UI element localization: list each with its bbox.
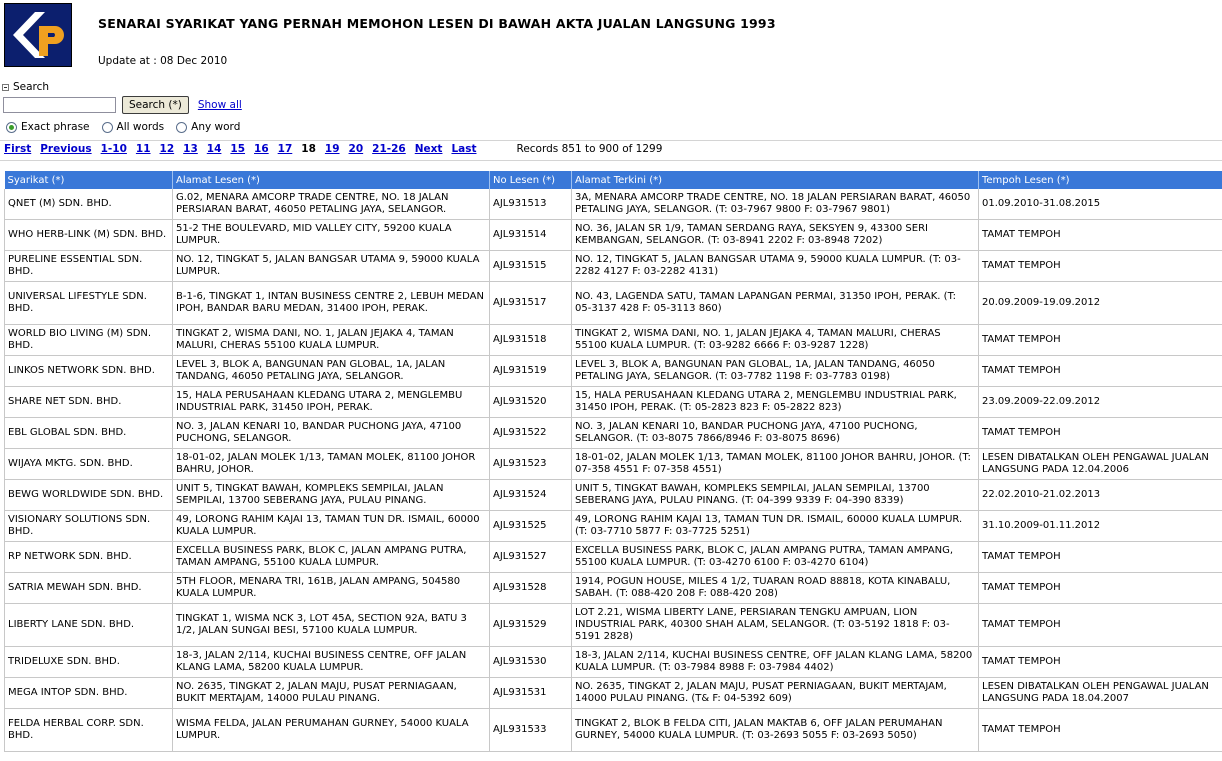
cell-no-lesen: AJL931527 <box>490 541 572 572</box>
cell-syarikat: QNET (M) SDN. BHD. <box>5 189 173 219</box>
cell-tempoh-lesen: 31.10.2009-01.11.2012 <box>979 510 1222 541</box>
column-header-alamat-lesen[interactable]: Alamat Lesen (*) <box>173 171 490 189</box>
column-header-syarikat[interactable]: Syarikat (*) <box>5 171 173 189</box>
table-row <box>5 189 1222 219</box>
radio-any-word[interactable]: Any word <box>176 121 240 133</box>
radio-all-words[interactable]: All words <box>102 121 165 133</box>
search-input[interactable] <box>3 97 116 113</box>
pager-previous[interactable]: Previous <box>40 143 92 155</box>
cell-syarikat: WORLD BIO LIVING (M) SDN. BHD. <box>5 324 173 355</box>
table-row <box>5 281 1222 324</box>
cell-alamat-terkini: 18-3, JALAN 2/114, KUCHAI BUSINESS CENTRE, OFF JALAN KLANG LAMA, 58200 KUALA LUMPUR. (T: 03-7984 8988 F: 03-7984 4402) <box>572 646 979 677</box>
radio-unchecked-icon[interactable] <box>102 122 113 133</box>
table-row <box>5 386 1222 417</box>
cell-no-lesen: AJL931523 <box>490 448 572 479</box>
cell-no-lesen: AJL931525 <box>490 510 572 541</box>
pager-first[interactable]: First <box>4 143 32 155</box>
cell-alamat-terkini: NO. 43, LAGENDA SATU, TAMAN LAPANGAN PERMAI, 31350 IPOH, PERAK. (T: 05-3137 428 F: 05-3113 860) <box>572 281 979 324</box>
table-row <box>5 219 1222 250</box>
cell-alamat-lesen: EXCELLA BUSINESS PARK, BLOK C, JALAN AMPANG PUTRA, TAMAN AMPANG, 55100 KUALA LUMPUR. <box>173 541 490 572</box>
table-row <box>5 541 1222 572</box>
table-row <box>5 510 1222 541</box>
divider <box>0 160 1222 161</box>
cell-alamat-terkini: 15, HALA PERUSAHAAN KLEDANG UTARA 2, MENGLEMBU INDUSTRIAL PARK, 31450 IPOH, PERAK. (T: 05-2823 823 F: 05-2822 823) <box>572 386 979 417</box>
cell-alamat-lesen: B-1-6, TINGKAT 1, INTAN BUSINESS CENTRE 2, LEBUH MEDAN IPOH, BANDAR BARU MEDAN, 31400 IPOH, PERAK. <box>173 281 490 324</box>
search-section-header[interactable] <box>2 81 49 93</box>
cell-alamat-terkini: NO. 2635, TINGKAT 2, JALAN MAJU, PUSAT PERNIAGAAN, BUKIT MERTAJAM, 14000 PULAU PINANG. (T& F: 04-5392 609) <box>572 677 979 708</box>
search-heading: Search <box>13 81 50 93</box>
cell-alamat-lesen: 15, HALA PERUSAHAAN KLEDANG UTARA 2, MENGLEMBU INDUSTRIAL PARK, 31450 IPOH, PERAK. <box>173 386 490 417</box>
cell-no-lesen: AJL931514 <box>490 219 572 250</box>
cell-tempoh-lesen: TAMAT TEMPOH <box>979 541 1222 572</box>
logo-emblem-icon <box>5 4 71 66</box>
cell-syarikat: LIBERTY LANE SDN. BHD. <box>5 603 173 646</box>
pager-current-page: 18 <box>301 143 316 155</box>
cell-alamat-terkini: UNIT 5, TINGKAT BAWAH, KOMPLEKS SEMPILAI, JALAN SEMPILAI, 13700 SEBERANG JAYA, PULAU PINANG. (T: 04-399 9339 F: 04-390 8339) <box>572 479 979 510</box>
cell-alamat-lesen: 18-01-02, JALAN MOLEK 1/13, TAMAN MOLEK, 81100 JOHOR BAHRU, JOHOR. <box>173 448 490 479</box>
cell-syarikat: SATRIA MEWAH SDN. BHD. <box>5 572 173 603</box>
column-header-tempoh-lesen[interactable]: Tempoh Lesen (*) <box>979 171 1222 189</box>
table-header-row <box>5 171 1222 189</box>
cell-alamat-lesen: NO. 12, TINGKAT 5, JALAN BANGSAR UTAMA 9, 59000 KUALA LUMPUR. <box>173 250 490 281</box>
cell-no-lesen: AJL931531 <box>490 677 572 708</box>
pager-page[interactable]: 16 <box>254 143 269 155</box>
table-row <box>5 603 1222 646</box>
cell-syarikat: MEGA INTOP SDN. BHD. <box>5 677 173 708</box>
cell-alamat-lesen: TINGKAT 1, WISMA NCK 3, LOT 45A, SECTION 92A, BATU 3 1/2, JALAN SUNGAI BESI, 57100 KUALA LUMPUR. <box>173 603 490 646</box>
cell-alamat-lesen: NO. 3, JALAN KENARI 10, BANDAR PUCHONG JAYA, 47100 PUCHONG, SELANGOR. <box>173 417 490 448</box>
cell-syarikat: TRIDELUXE SDN. BHD. <box>5 646 173 677</box>
table-row <box>5 646 1222 677</box>
radio-exact-phrase[interactable]: Exact phrase <box>6 121 90 133</box>
cell-syarikat: SHARE NET SDN. BHD. <box>5 386 173 417</box>
cell-syarikat: LINKOS NETWORK SDN. BHD. <box>5 355 173 386</box>
table-row <box>5 324 1222 355</box>
cell-tempoh-lesen: TAMAT TEMPOH <box>979 219 1222 250</box>
pager-next[interactable]: Next <box>414 143 443 155</box>
divider <box>0 140 1222 141</box>
cell-alamat-lesen: 18-3, JALAN 2/114, KUCHAI BUSINESS CENTRE, OFF JALAN KLANG LAMA, 58200 KUALA LUMPUR. <box>173 646 490 677</box>
cell-tempoh-lesen: TAMAT TEMPOH <box>979 324 1222 355</box>
search-button[interactable]: Search (*) <box>122 96 189 114</box>
cell-alamat-lesen: LEVEL 3, BLOK A, BANGUNAN PAN GLOBAL, 1A, JALAN TANDANG, 46050 PETALING JAYA, SELANGOR. <box>173 355 490 386</box>
pager-page[interactable]: 14 <box>206 143 222 155</box>
cell-alamat-lesen: G.02, MENARA AMCORP TRADE CENTRE, NO. 18 JALAN PERSIARAN BARAT, 46050 PETALING JAYA, SELANGOR. <box>173 189 490 219</box>
table-row <box>5 479 1222 510</box>
column-header-alamat-terkini[interactable]: Alamat Terkini (*) <box>572 171 979 189</box>
cell-no-lesen: AJL931517 <box>490 281 572 324</box>
cell-tempoh-lesen: 22.02.2010-21.02.2013 <box>979 479 1222 510</box>
pager-page[interactable]: 19 <box>324 143 340 155</box>
search-bar <box>3 96 242 114</box>
pager-page[interactable]: 15 <box>230 143 246 155</box>
cell-syarikat: RP NETWORK SDN. BHD. <box>5 541 173 572</box>
radio-checked-icon[interactable] <box>6 122 17 133</box>
cell-alamat-lesen: 49, LORONG RAHIM KAJAI 13, TAMAN TUN DR. ISMAIL, 60000 KUALA LUMPUR. <box>173 510 490 541</box>
records-count: Records 851 to 900 of 1299 <box>516 143 663 155</box>
table-row <box>5 572 1222 603</box>
cell-alamat-terkini: 18-01-02, JALAN MOLEK 1/13, TAMAN MOLEK, 81100 JOHOR BAHRU, JOHOR. (T: 07-358 4551 F: 07-358 4551) <box>572 448 979 479</box>
radio-unchecked-icon[interactable] <box>176 122 187 133</box>
pager-page[interactable]: 20 <box>348 143 364 155</box>
cell-tempoh-lesen: LESEN DIBATALKAN OLEH PENGAWAL JUALAN LANGSUNG PADA 18.04.2007 <box>979 677 1222 708</box>
cell-syarikat: BEWG WORLDWIDE SDN. BHD. <box>5 479 173 510</box>
cell-no-lesen: AJL931528 <box>490 572 572 603</box>
pager-page[interactable]: 17 <box>277 143 293 155</box>
cell-syarikat: EBL GLOBAL SDN. BHD. <box>5 417 173 448</box>
table-row <box>5 417 1222 448</box>
cell-alamat-terkini: 1914, POGUN HOUSE, MILES 4 1/2, TUARAN ROAD 88818, KOTA KINABALU, SABAH. (T: 088-420 208 F: 088-420 208) <box>572 572 979 603</box>
cell-alamat-terkini: TINGKAT 2, WISMA DANI, NO. 1, JALAN JEJAKA 4, TAMAN MALURI, CHERAS 55100 KUALA LUMPUR. (T: 03-9282 6666 F: 03-9287 1228) <box>572 324 979 355</box>
pager-page[interactable]: 11 <box>135 143 151 155</box>
cell-alamat-terkini: LEVEL 3, BLOK A, BANGUNAN PAN GLOBAL, 1A, JALAN TANDANG, 46050 PETALING JAYA, SELANGOR. (T: 03-7782 1198 F: 03-7783 0198) <box>572 355 979 386</box>
pager-last[interactable]: Last <box>451 143 477 155</box>
table-body <box>5 189 1222 751</box>
cell-tempoh-lesen: 20.09.2009-19.09.2012 <box>979 281 1222 324</box>
collapse-icon[interactable] <box>2 84 9 91</box>
cell-syarikat: PURELINE ESSENTIAL SDN. BHD. <box>5 250 173 281</box>
cell-tempoh-lesen: TAMAT TEMPOH <box>979 572 1222 603</box>
cell-alamat-terkini: TINGKAT 2, BLOK B FELDA CITI, JALAN MAKTAB 6, OFF JALAN PERUMAHAN GURNEY, 54000 KUALA LUMPUR. (T: 03-2693 5055 F: 03-2693 5050) <box>572 708 979 751</box>
pager-range-next[interactable]: 21-26 <box>372 143 406 155</box>
cell-tempoh-lesen: TAMAT TEMPOH <box>979 355 1222 386</box>
cell-syarikat: VISIONARY SOLUTIONS SDN. BHD. <box>5 510 173 541</box>
cell-alamat-lesen: TINGKAT 2, WISMA DANI, NO. 1, JALAN JEJAKA 4, TAMAN MALURI, CHERAS 55100 KUALA LUMPUR. <box>173 324 490 355</box>
pager-page[interactable]: 13 <box>183 143 198 155</box>
cell-alamat-terkini: NO. 3, JALAN KENARI 10, BANDAR PUCHONG JAYA, 47100 PUCHONG, SELANGOR. (T: 03-8075 7866/8946 F: 03-8075 8696) <box>572 417 979 448</box>
cell-alamat-terkini: LOT 2.21, WISMA LIBERTY LANE, PERSIARAN TENGKU AMPUAN, LION INDUSTRIAL PARK, 40300 SHAH ALAM, SELANGOR. (T: 03-5192 1818 F: 03-5191 2828) <box>572 603 979 646</box>
column-header-no-lesen[interactable]: No Lesen (*) <box>490 171 572 189</box>
cell-tempoh-lesen: 23.09.2009-22.09.2012 <box>979 386 1222 417</box>
cell-no-lesen: AJL931520 <box>490 386 572 417</box>
table-row <box>5 677 1222 708</box>
table-row <box>5 448 1222 479</box>
show-all-link[interactable]: Show all <box>197 99 242 111</box>
table-row <box>5 708 1222 751</box>
cell-alamat-terkini: NO. 36, JALAN SR 1/9, TAMAN SERDANG RAYA, SEKSYEN 9, 43300 SERI KEMBANGAN, SELANGOR. (T: 03-8941 2202 F: 03-8948 7202) <box>572 219 979 250</box>
pagination <box>4 143 662 155</box>
cell-tempoh-lesen: TAMAT TEMPOH <box>979 708 1222 751</box>
cell-alamat-terkini: EXCELLA BUSINESS PARK, BLOK C, JALAN AMPANG PUTRA, TAMAN AMPANG, 55100 KUALA LUMPUR. (T: 03-4270 6100 F: 03-4270 6104) <box>572 541 979 572</box>
cell-alamat-lesen: 5TH FLOOR, MENARA TRI, 161B, JALAN AMPANG, 504580 KUALA LUMPUR. <box>173 572 490 603</box>
table-row <box>5 250 1222 281</box>
cell-no-lesen: AJL931519 <box>490 355 572 386</box>
cell-tempoh-lesen: TAMAT TEMPOH <box>979 603 1222 646</box>
cell-no-lesen: AJL931513 <box>490 189 572 219</box>
cell-tempoh-lesen: TAMAT TEMPOH <box>979 250 1222 281</box>
cell-alamat-lesen: UNIT 5, TINGKAT BAWAH, KOMPLEKS SEMPILAI, JALAN SEMPILAI, 13700 SEBERANG JAYA, PULAU PINANG. <box>173 479 490 510</box>
cell-no-lesen: AJL931529 <box>490 603 572 646</box>
cell-alamat-terkini: 49, LORONG RAHIM KAJAI 13, TAMAN TUN DR. ISMAIL, 60000 KUALA LUMPUR. (T: 03-7710 5877 F: 03-7725 5251) <box>572 510 979 541</box>
cell-alamat-terkini: 3A, MENARA AMCORP TRADE CENTRE, NO. 18 JALAN PERSIARAN BARAT, 46050 PETALING JAYA, SELANGOR. (T: 03-7967 9800 F: 03-7967 9801) <box>572 189 979 219</box>
cell-syarikat: WIJAYA MKTG. SDN. BHD. <box>5 448 173 479</box>
cell-alamat-lesen: NO. 2635, TINGKAT 2, JALAN MAJU, PUSAT PERNIAGAAN, BUKIT MERTAJAM, 14000 PULAU PINANG. <box>173 677 490 708</box>
table-row <box>5 355 1222 386</box>
cell-no-lesen: AJL931530 <box>490 646 572 677</box>
cell-no-lesen: AJL931524 <box>490 479 572 510</box>
cell-tempoh-lesen: 01.09.2010-31.08.2015 <box>979 189 1222 219</box>
license-table <box>4 171 1222 752</box>
search-mode-options <box>6 121 252 133</box>
update-date: Update at : 08 Dec 2010 <box>98 55 228 67</box>
cell-no-lesen: AJL931515 <box>490 250 572 281</box>
cell-tempoh-lesen: TAMAT TEMPOH <box>979 646 1222 677</box>
cell-syarikat: WHO HERB-LINK (M) SDN. BHD. <box>5 219 173 250</box>
cell-tempoh-lesen: LESEN DIBATALKAN OLEH PENGAWAL JUALAN LANGSUNG PADA 12.04.2006 <box>979 448 1222 479</box>
page-title: SENARAI SYARIKAT YANG PERNAH MEMOHON LESEN DI BAWAH AKTA JUALAN LANGSUNG 1993 <box>98 16 776 31</box>
pager-range-prev[interactable]: 1-10 <box>100 143 127 155</box>
cell-syarikat: FELDA HERBAL CORP. SDN. BHD. <box>5 708 173 751</box>
cell-alamat-lesen: WISMA FELDA, JALAN PERUMAHAN GURNEY, 54000 KUALA LUMPUR. <box>173 708 490 751</box>
cell-syarikat: UNIVERSAL LIFESTYLE SDN. BHD. <box>5 281 173 324</box>
cell-no-lesen: AJL931522 <box>490 417 572 448</box>
cell-alamat-terkini: NO. 12, TINGKAT 5, JALAN BANGSAR UTAMA 9, 59000 KUALA LUMPUR. (T: 03-2282 4127 F: 03-2282 4131) <box>572 250 979 281</box>
site-logo <box>4 3 72 67</box>
pager-page[interactable]: 12 <box>159 143 175 155</box>
cell-tempoh-lesen: TAMAT TEMPOH <box>979 417 1222 448</box>
cell-no-lesen: AJL931533 <box>490 708 572 751</box>
cell-no-lesen: AJL931518 <box>490 324 572 355</box>
cell-alamat-lesen: 51-2 THE BOULEVARD, MID VALLEY CITY, 59200 KUALA LUMPUR. <box>173 219 490 250</box>
